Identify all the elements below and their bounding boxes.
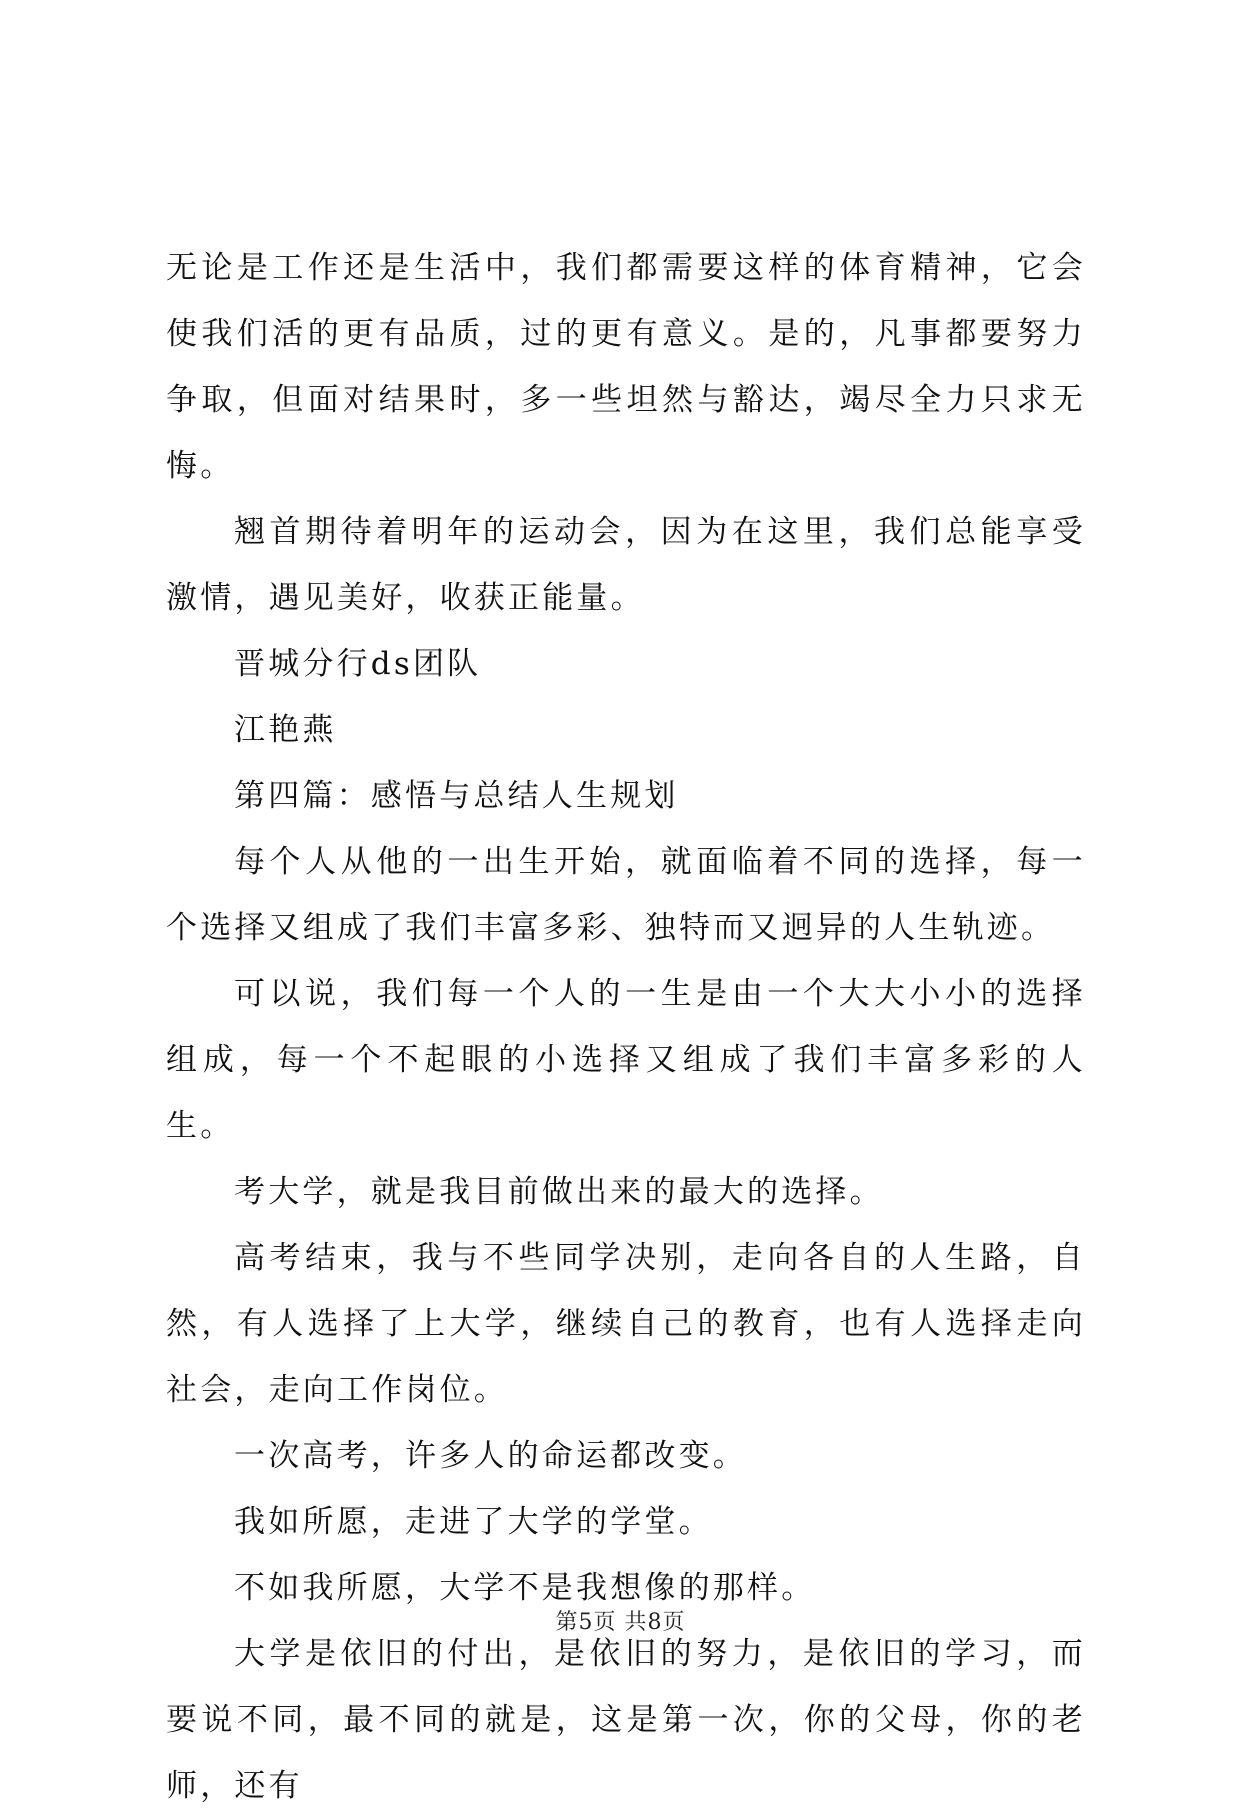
paragraph-1: 无论是工作还是生活中，我们都需要这样的体育精神，它会使我们活的更有品质，过的更有意义。是的，凡事都要努力争取，但面对结果时，多一些坦然与豁达，竭尽全力只求无悔。: [166, 250, 1086, 484]
document-body: [166, 235, 1086, 1819]
page-number-label: 第5页 共8页: [555, 1610, 686, 1635]
paragraph-8: 我如所愿，走进了大学的学堂。: [234, 1504, 713, 1540]
paragraph-3: 每个人从他的一出生开始，就面临着不同的选择，每一个选择又组成了我们丰富多彩、独特而又迥异的人生轨迹。: [166, 844, 1086, 946]
author-name: 江艳燕: [234, 712, 337, 748]
team-name: 晋城分行ds团队: [234, 646, 482, 682]
section-title: 第四篇：感悟与总结人生规划: [234, 778, 679, 814]
paragraph-9: 不如我所愿，大学不是我想像的那样。: [234, 1570, 816, 1606]
paragraph-7: 一次高考，许多人的命运都改变。: [234, 1438, 747, 1474]
paragraph-4: 可以说，我们每一个人的一生是由一个大大小小的选择组成，每一个不起眼的小选择又组成了我们丰富多彩的人生。: [166, 976, 1086, 1144]
paragraph-10: 大学是依旧的付出，是依旧的努力，是依旧的学习，而要说不同，最不同的就是，这是第一次，你的父母，你的老师，还有: [166, 1636, 1086, 1804]
paragraph-2: 翘首期待着明年的运动会，因为在这里，我们总能享受激情，遇见美好，收获正能量。: [166, 514, 1086, 616]
paragraph-6: 高考结束，我与不些同学决别，走向各自的人生路，自然，有人选择了上大学，继续自己的教育，也有人选择走向社会，走向工作岗位。: [166, 1240, 1086, 1408]
page-footer: [0, 1605, 1241, 1636]
paragraph-5: 考大学，就是我目前做出来的最大的选择。: [234, 1174, 884, 1210]
